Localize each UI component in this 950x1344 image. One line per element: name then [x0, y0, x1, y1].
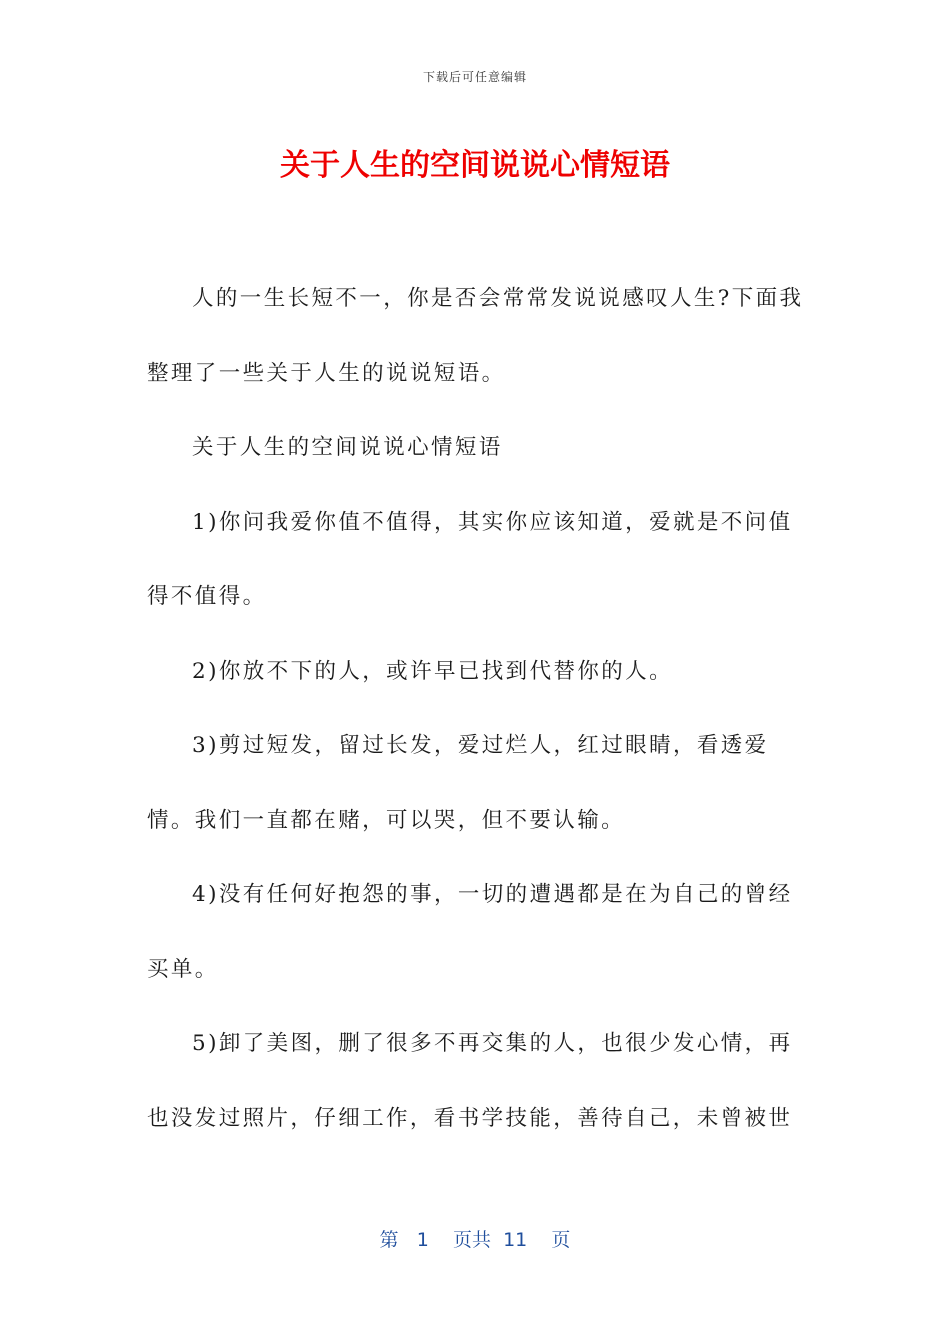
document-title: 关于人生的空间说说心情短语 — [280, 148, 670, 183]
footer-page-middle: 页共 — [452, 1229, 491, 1251]
paragraph-item-1: 1)你问我爱你值不值得，其实你应该知道，爱就是不问值得不值得。 — [147, 509, 793, 609]
footer-page-suffix: 页 — [551, 1229, 571, 1251]
document-body — [147, 262, 807, 1156]
paragraph-item-4: 4)没有任何好抱怨的事，一切的遭遇都是在为自己的曾经买单。 — [147, 882, 793, 982]
paragraph-item-3: 3)剪过短发，留过长发，爱过烂人，红过眼睛，看透爱情。我们一直都在赌，可以哭，但不要认输。 — [147, 733, 769, 833]
header-note: 下载后可任意编辑 — [422, 70, 527, 84]
footer-current-page: 1 — [416, 1229, 429, 1251]
paragraph-item-5: 5)卸了美图，删了很多不再交集的人，也很少发心情，再也没发过照片，仔细工作，看书学技能，善待自己，未曾被世 — [147, 1031, 793, 1131]
footer-page-prefix: 第 — [379, 1229, 399, 1251]
paragraph-subheading: 关于人生的空间说说心情短语 — [192, 435, 503, 460]
page-footer — [0, 1225, 950, 1252]
footer-total-pages: 11 — [503, 1229, 528, 1251]
paragraph-intro: 人的一生长短不一，你是否会常常发说说感叹人生?下面我整理了一些关于人生的说说短语。 — [147, 286, 804, 386]
paragraph-item-2: 2)你放不下的人，或许早已找到代替你的人。 — [192, 658, 673, 684]
